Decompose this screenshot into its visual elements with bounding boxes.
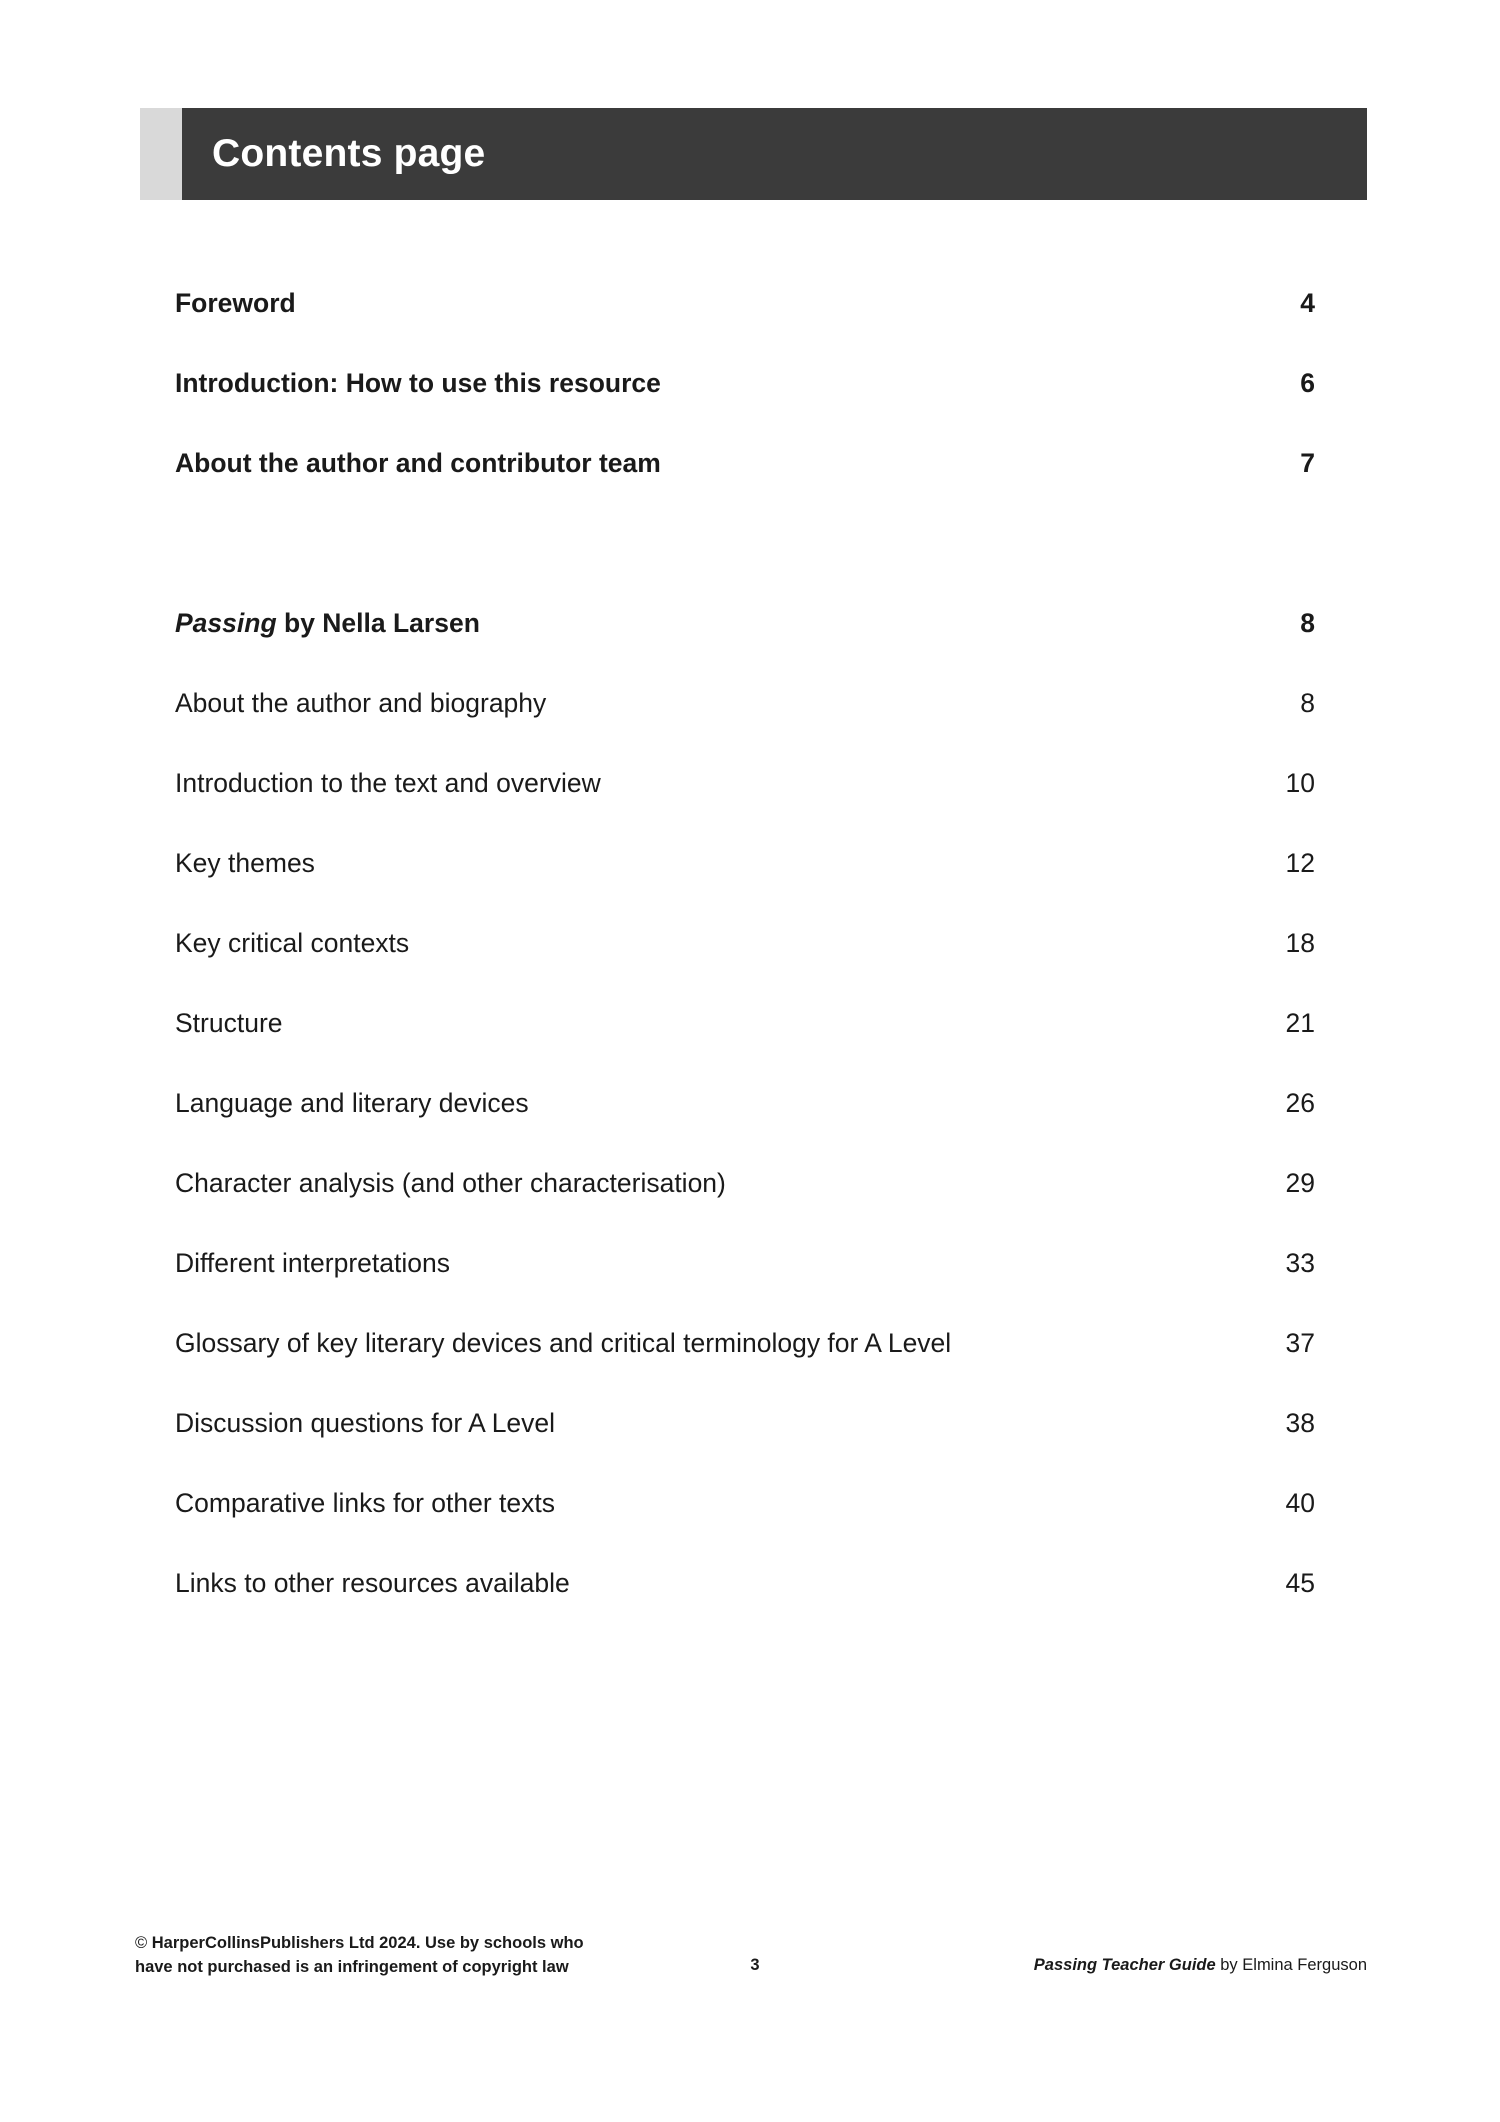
toc-section-title-rest: by Nella Larsen [276, 608, 480, 638]
toc-entry-page: 18 [1285, 928, 1315, 958]
toc-entry-about-author-team[interactable] [175, 448, 1315, 528]
toc-entry-page: 12 [1285, 848, 1315, 878]
toc-entry-page: 10 [1285, 768, 1315, 798]
toc-entry-page: 40 [1285, 1488, 1315, 1518]
toc-entry-comparative-links[interactable] [175, 1488, 1315, 1568]
toc-entry-glossary[interactable] [175, 1328, 1315, 1408]
page-title: Contents page [212, 132, 486, 175]
toc-entry-label: Different interpretations [175, 1248, 450, 1278]
toc-entry-page: 4 [1300, 288, 1315, 318]
toc-entry-label: Key themes [175, 848, 315, 878]
toc-entry-page: 26 [1285, 1088, 1315, 1118]
page-footer [135, 1932, 1367, 1980]
toc-entry-label: About the author and biography [175, 688, 547, 718]
toc-entry-page: 29 [1285, 1168, 1315, 1198]
toc-entry-page: 21 [1285, 1008, 1315, 1038]
copyright-line-1: HarperCollinsPublishers Ltd 2024. Use by schools who [147, 1934, 584, 1953]
toc-entry-foreword[interactable] [175, 288, 1315, 368]
table-of-contents [175, 288, 1315, 1648]
toc-entry-language-literary-devices[interactable] [175, 1088, 1315, 1168]
toc-entry-key-themes[interactable] [175, 848, 1315, 928]
toc-entry-label: Discussion questions for A Level [175, 1408, 556, 1438]
toc-entry-page: 38 [1285, 1408, 1315, 1438]
toc-entry-label: Introduction: How to use this resource [175, 368, 661, 398]
toc-entry-label: Character analysis (and other characterisation) [175, 1168, 726, 1198]
toc-entry-label: About the author and contributor team [175, 448, 661, 478]
guide-title-italic: Passing Teacher Guide [1033, 1956, 1216, 1975]
toc-spacer [175, 528, 1315, 608]
toc-entry-structure[interactable] [175, 1008, 1315, 1088]
toc-entry-links-other-resources[interactable] [175, 1568, 1315, 1648]
toc-entry-different-interpretations[interactable] [175, 1248, 1315, 1328]
footer-copyright [135, 1932, 695, 1980]
toc-entry-label: Key critical contexts [175, 928, 410, 958]
guide-author: by Elmina Ferguson [1215, 1956, 1367, 1975]
toc-entry-page: 7 [1300, 448, 1315, 478]
toc-entry-introduction-overview[interactable] [175, 768, 1315, 848]
footer-guide-title [815, 1932, 1367, 1978]
toc-section-label [175, 608, 480, 640]
toc-entry-discussion-questions[interactable] [175, 1408, 1315, 1488]
toc-section-passing[interactable] [175, 608, 1315, 688]
toc-section-page: 8 [1300, 608, 1315, 638]
toc-entry-label: Glossary of key literary devices and critical terminology for A Level [175, 1328, 952, 1358]
toc-entry-page: 33 [1285, 1248, 1315, 1278]
toc-entry-label: Foreword [175, 288, 296, 318]
toc-entry-label: Links to other resources available [175, 1568, 570, 1598]
toc-entry-label: Comparative links for other texts [175, 1488, 555, 1518]
contents-header-banner [140, 108, 1367, 200]
toc-entry-about-author-biography[interactable] [175, 688, 1315, 768]
toc-entry-label: Introduction to the text and overview [175, 768, 601, 798]
toc-entry-key-critical-contexts[interactable] [175, 928, 1315, 1008]
toc-entry-introduction[interactable] [175, 368, 1315, 448]
toc-entry-label: Structure [175, 1008, 283, 1038]
copyright-symbol: © [135, 1934, 148, 1953]
copyright-line-2: have not purchased is an infringement of copyright law [135, 1958, 569, 1977]
toc-entry-character-analysis[interactable] [175, 1168, 1315, 1248]
toc-entry-label: Language and literary devices [175, 1088, 529, 1118]
footer-page-number: 3 [750, 1956, 760, 1975]
toc-entry-page: 8 [1300, 688, 1315, 718]
toc-entry-page: 45 [1285, 1568, 1315, 1598]
header-accent-block [140, 108, 182, 200]
toc-entry-page: 37 [1285, 1328, 1315, 1358]
header-title-block [182, 108, 1367, 200]
toc-entry-page: 6 [1300, 368, 1315, 398]
toc-section-title-italic: Passing [175, 608, 277, 638]
